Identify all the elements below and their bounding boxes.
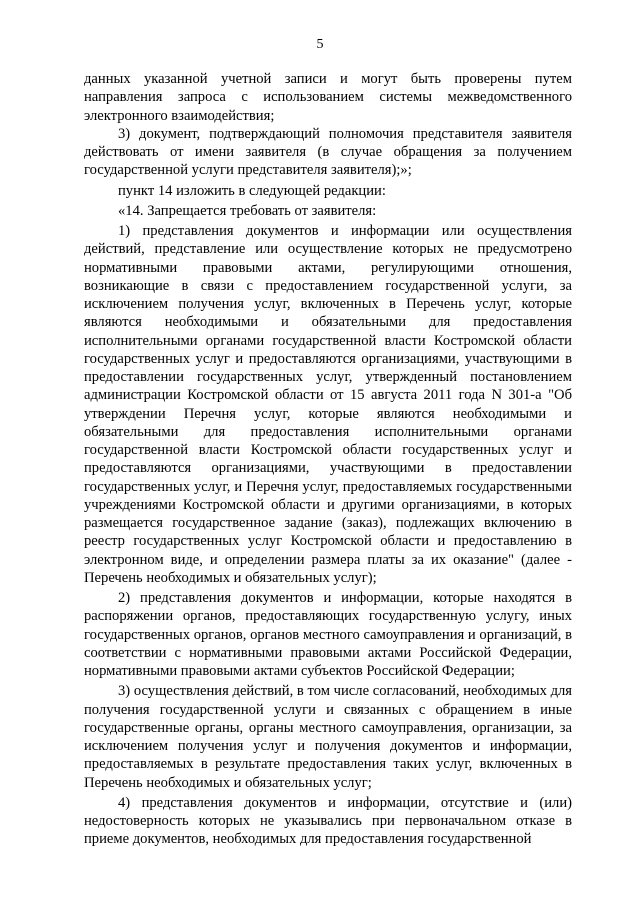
paragraph-point-14-intro: пункт 14 изложить в следующей редакции: [118, 182, 386, 199]
paragraph-continuation: данных указанной учетной записи и могут быть проверены путем направления запроса с использованием системы межведомственного электронного взаимодействия; [84, 71, 572, 124]
page-number: 5 [316, 37, 324, 52]
document-body [84, 70, 572, 849]
paragraph-item-3-document: 3) документ, подтверждающий полномочия представителя заявителя действовать от имени заявителя (в случае обращения за получением государственной услуги представителя заявителя);»; [84, 125, 572, 179]
paragraph-item-3: 3) осуществления действий, в том числе согласований, необходимых для получения государственной услуги и связанных с обращением в иные государственные органы, органы местного самоуправления, организации, за исключением получения услуг и получения документов и информации, предоставляемых в результате предоставления таких услуг, включенных в Перечень необходимых и обязательных услуг; [84, 683, 572, 791]
paragraph-item-1: 1) представления документов и информации или осуществления действий, представление или осуществление которых не предусмотрено нормативными правовыми актами, регулирующими отношения, возникающие в связи с предоставлением государственной услуги, за исключением получения услуг, включенных в Перечень услуг, которые являются необходимыми и обязательными для предоставления исполнительными органами государственной власти Костромской области государственных услуг и предоставляются организациями, участвующими в предоставлении государственных услуг, утвержденный постановлением администрации Костромской области от 15 августа 2011 года N 301-а "Об утверждении Перечня услуг, которые являются необходимыми и обязательными для предоставления исполнительными органами государственной власти Костромской области государственных услуг и предоставляются организациями, участвующими в предоставлении государственных услуг, и Перечня услуг, предоставляемых государственными учреждениями Костромской области и другими организациями, в которых размещается государственное задание (заказ), подлежащих включению в реестр государственных услуг Костромской области и предоставлению в электронном виде, и определении размера платы за их оказание" (далее - Перечень необходимых и обязательных услуг); [84, 223, 572, 586]
paragraph-item-4: 4) представления документов и информации, отсутствие и (или) недостоверность которых не указывались при первоначальном отказе в приеме документов, необходимых для предоставления государственной [84, 794, 572, 848]
paragraph-point-14-heading: «14. Запрещается требовать от заявителя: [118, 202, 377, 219]
paragraph-item-2: 2) представления документов и информации, которые находятся в распоряжении органов, предоставляющих государственную услугу, иных государственных органов, органов местного самоуправления и организаций, в соответствии с нормативными правовыми актами Российской Федерации, нормативными правовыми актами субъектов Российской Федерации; [84, 590, 572, 679]
